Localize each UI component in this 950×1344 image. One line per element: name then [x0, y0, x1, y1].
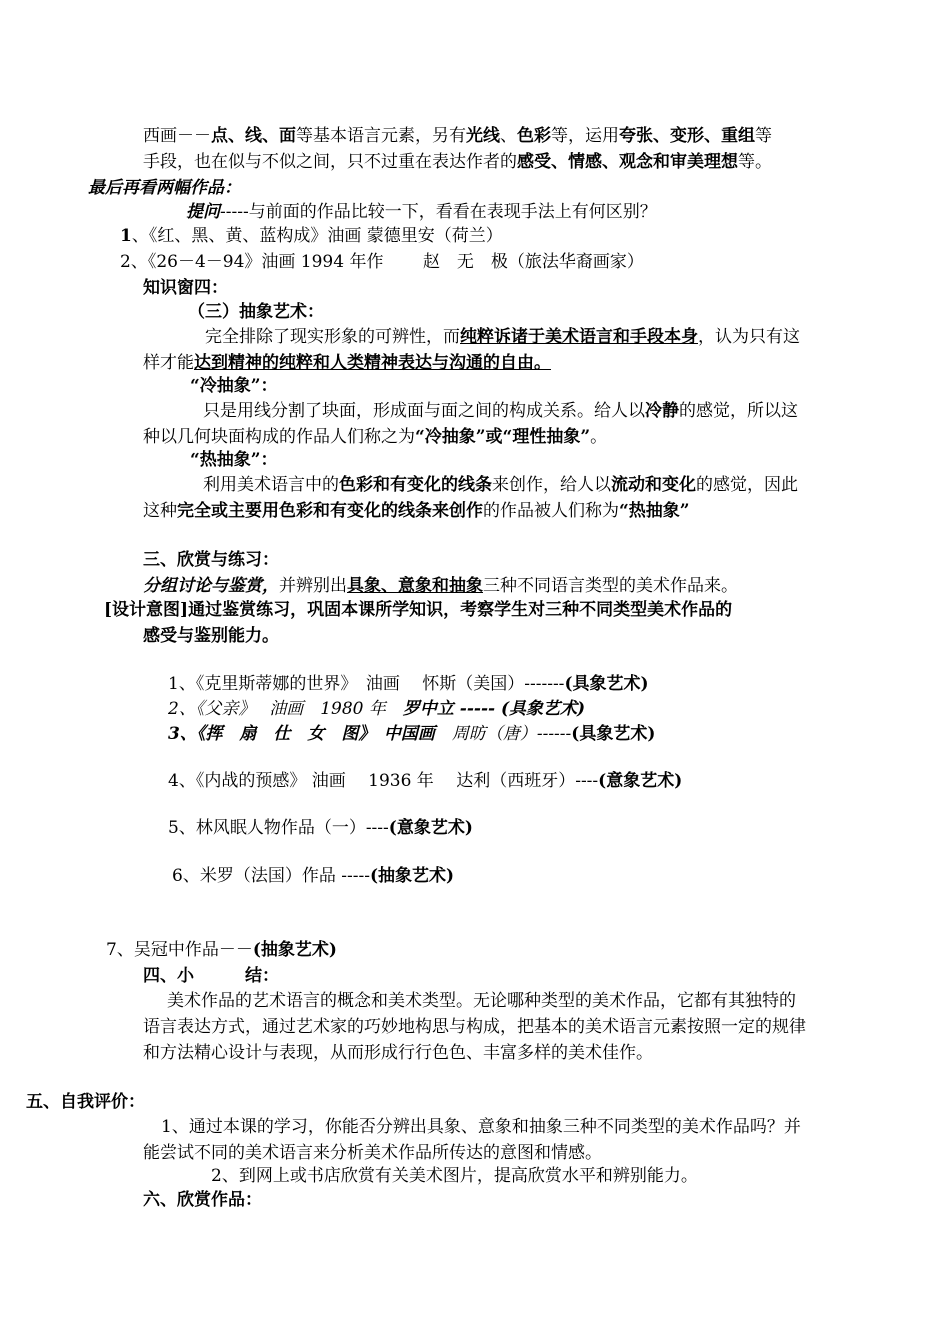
- work-1: 1、《红、黑、黄、蓝构成》油画 蒙德里安（荷兰）: [120, 226, 503, 246]
- group-discussion-line: 分组讨论与鉴赏，并辨别出具象、意象和抽象三种不同语言类型的美术作品来。: [143, 576, 738, 596]
- hot-abstract-paragraph: 利用美术语言中的色彩和有变化的线条来创作，给人以流动和变化的感觉，因此这种完全或主要用色彩和有变化的线条来创作的作品被人们称为“热抽象”: [143, 475, 798, 521]
- work-2: 2、《26－4－94》油画 1994 年作 赵 无 极（旅法华裔画家）: [120, 252, 644, 272]
- artwork-item-5: 5、林风眠人物作品（一）----(意象艺术): [168, 818, 473, 838]
- design-intent-line-2: 感受与鉴别能力。: [143, 626, 279, 646]
- self-eval-item-2: 2、到网上或书店欣赏有关美术图片，提高欣赏水平和辨别能力。: [211, 1166, 698, 1186]
- artwork-item-3: 3、《挥 扇 仕 女 图》 中国画 周昉（唐）------(具象艺术): [168, 724, 656, 744]
- last-two-works-heading: 最后再看两幅作品：: [88, 178, 241, 198]
- design-intent-line-1: [设计意图]通过鉴赏练习，巩固本课所学知识，考察学生对三种不同类型美术作品的: [104, 600, 733, 620]
- artwork-item-2: 2、《父亲》 油画 1980 年 罗中立 ----- (具象艺术): [168, 699, 586, 719]
- self-eval-item-1: 1、通过本课的学习，你能否分辨出具象、意象和抽象三种不同类型的美术作品吗？并能尝试不同的美术语言来分析美术作品所传达的意图和情感。: [143, 1117, 801, 1163]
- intro-line-2: 手段，也在似与不似之间，只不过重在表达作者的感受、情感、观念和审美理想等。: [143, 152, 772, 172]
- summary-paragraph: 美术作品的艺术语言的概念和美术类型。无论哪种类型的美术作品，它都有其独特的语言表达方式，通过艺术家的巧妙地构思与构成，把基本的美术语言元素按照一定的规律和方法精心设计与表现，从而形成行行色色、丰富多样的美术佳作。: [143, 991, 806, 1063]
- abstract-art-heading: （三）抽象艺术：: [188, 302, 324, 322]
- section-5-heading: 五、自我评价：: [26, 1092, 145, 1112]
- artwork-item-1: 1、《克里斯蒂娜的世界》 油画 怀斯（美国）-------(具象艺术): [168, 674, 649, 694]
- section-3-heading: 三、欣赏与练习：: [143, 550, 279, 570]
- abstract-art-paragraph: 完全排除了现实形象的可辨性，而纯粹诉诸于美术语言和手段本身，认为只有这样才能达到精神的纯粹和人类精神表达与沟通的自由。: [143, 327, 800, 373]
- artwork-item-6: 6、米罗（法国）作品 -----(抽象艺术): [172, 866, 455, 886]
- question-line: 提问-----与前面的作品比较一下，看看在表现手法上有何区别？: [186, 202, 657, 222]
- intro-line-1: 西画－－点、线、面等基本语言元素，另有光线、色彩等，运用夸张、变形、重组等: [143, 126, 772, 146]
- section-6-heading: 六、欣赏作品：: [143, 1190, 262, 1210]
- cold-abstract-heading: “冷抽象”：: [190, 376, 278, 396]
- artwork-item-7: 7、吴冠中作品－－(抽象艺术): [106, 940, 337, 960]
- hot-abstract-heading: “热抽象”：: [190, 450, 278, 470]
- cold-abstract-paragraph: 只是用线分割了块面，形成面与面之间的构成关系。给人以冷静的感觉，所以这种以几何块面构成的作品人们称之为“冷抽象”或“理性抽象”。: [143, 401, 798, 447]
- artwork-item-4: 4、《内战的预感》 油画 1936 年 达利（西班牙）----(意象艺术): [168, 771, 683, 791]
- knowledge-window-4: 知识窗四：: [143, 278, 228, 298]
- section-4-heading: 四、小 结：: [143, 966, 279, 986]
